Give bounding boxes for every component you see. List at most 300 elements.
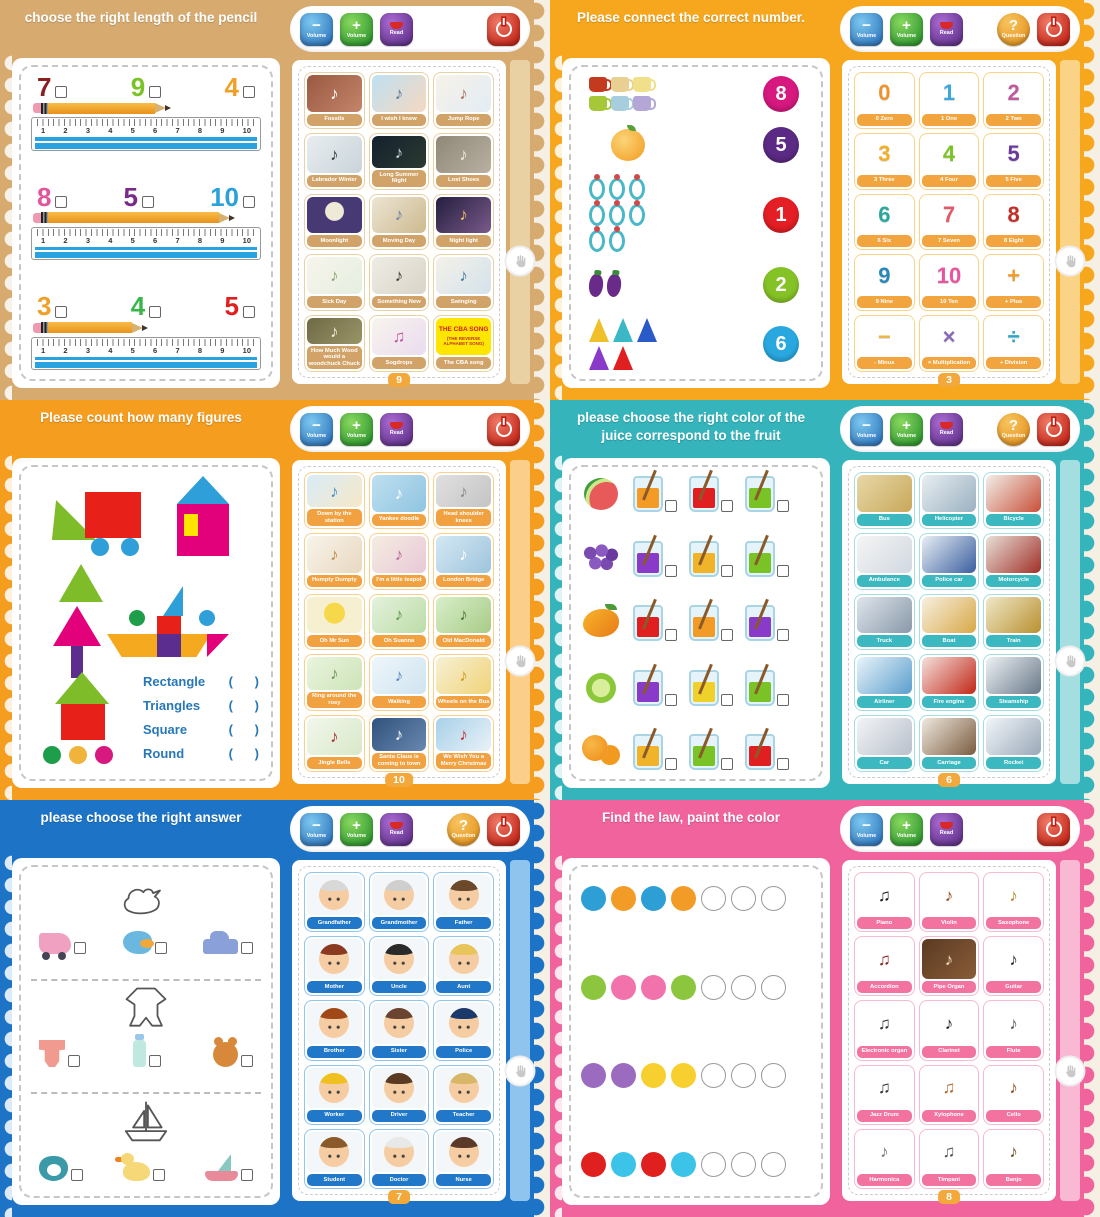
answer-checkbox[interactable]	[155, 942, 167, 954]
grid-card-flute[interactable]	[983, 1000, 1044, 1060]
grid-card-long-summer-night[interactable]	[369, 133, 430, 190]
grid-card-guitar[interactable]	[983, 936, 1044, 996]
number-choice[interactable]	[224, 72, 255, 102]
touch-hand-icon[interactable]	[1055, 1056, 1086, 1087]
figure-word-line	[143, 722, 259, 737]
volume-up-button-label: Volume	[896, 833, 917, 840]
volume-up-button[interactable]	[890, 13, 923, 46]
answer-checkbox[interactable]	[74, 942, 86, 954]
music-note-icon: ♫	[877, 949, 891, 969]
answer-checkbox[interactable]	[721, 758, 733, 770]
panel-right-answer	[0, 800, 550, 1217]
touch-hand-icon[interactable]	[1055, 245, 1086, 276]
pattern-dot-filled[interactable]	[611, 1063, 636, 1088]
grid-card-violin[interactable]	[919, 872, 980, 932]
grid-card-1-one[interactable]	[919, 72, 980, 129]
ruler-stripe	[35, 137, 257, 141]
pattern-dot-empty[interactable]	[731, 1152, 756, 1177]
volume-down-button[interactable]	[300, 413, 333, 446]
grid-card-swinging[interactable]	[433, 254, 494, 311]
grid-card-ambulance[interactable]	[854, 533, 915, 590]
answer-checkbox[interactable]	[149, 1055, 161, 1067]
mug-icon	[611, 77, 629, 92]
old-macdonald-image	[436, 597, 491, 634]
grid-card-4-four[interactable]	[919, 133, 980, 190]
grid-card-7-seven[interactable]	[919, 194, 980, 251]
card-label: Sick Day	[307, 296, 362, 308]
volume-down-button[interactable]	[300, 13, 333, 46]
pattern-dot-filled[interactable]	[641, 1152, 666, 1177]
answer-checkbox[interactable]	[665, 565, 677, 577]
grid-card-6-six[interactable]	[854, 194, 915, 251]
number-choice[interactable]	[210, 181, 255, 212]
grid-card-train[interactable]	[983, 594, 1044, 651]
grid-card-head-shoulder-knees[interactable]	[433, 472, 494, 529]
boat-stern-triangle	[207, 634, 229, 657]
pattern-dot-filled[interactable]	[581, 886, 606, 911]
answer-checkbox[interactable]	[665, 758, 677, 770]
grid-card-pipe-organ[interactable]	[919, 936, 980, 996]
plus-image	[986, 257, 1041, 294]
grid-card-0-zero[interactable]	[854, 72, 915, 129]
juice-option[interactable]	[689, 605, 733, 641]
bird-option[interactable]	[123, 931, 167, 954]
power-icon	[1046, 821, 1062, 837]
person-avatar	[319, 944, 349, 974]
grid-card-old-macdonald[interactable]	[433, 594, 494, 651]
pattern-dot-filled[interactable]	[581, 1152, 606, 1177]
juice-option[interactable]	[633, 670, 677, 706]
target-number-circle[interactable]: 1	[763, 197, 799, 233]
grid-card-timpani[interactable]	[919, 1129, 980, 1189]
card-label: 10 Ten	[922, 296, 977, 308]
juice-option[interactable]	[633, 541, 677, 577]
read-button[interactable]	[380, 813, 413, 846]
volume-up-button[interactable]	[340, 413, 373, 446]
read-button[interactable]	[930, 13, 963, 46]
mug-icon	[633, 77, 651, 92]
card-label: Police	[436, 1046, 491, 1058]
grid-card-multiplication[interactable]	[919, 315, 980, 372]
pattern-dot-empty[interactable]	[761, 1063, 786, 1088]
grid-card-electronic-organ[interactable]	[854, 1000, 915, 1060]
answer-checkbox[interactable]	[241, 1169, 253, 1181]
grid-card-doctor[interactable]	[369, 1129, 430, 1189]
card-label: Banjo	[986, 1174, 1041, 1186]
grid-card-3-three[interactable]	[854, 133, 915, 190]
card-label: Long Summer Night	[372, 170, 427, 186]
pattern-dot-filled[interactable]	[641, 975, 666, 1000]
power-button[interactable]	[1037, 813, 1070, 846]
pattern-dot-empty[interactable]	[701, 1152, 726, 1177]
volume-down-button[interactable]	[300, 813, 333, 846]
music-note-icon: ♪	[459, 83, 468, 103]
card-label: Steamship	[986, 696, 1041, 708]
grid-card-father[interactable]	[433, 872, 494, 932]
grid-card-brother[interactable]	[304, 1000, 365, 1060]
answer-checkbox[interactable]	[721, 629, 733, 641]
volume-up-button[interactable]	[340, 813, 373, 846]
night-light-image	[436, 197, 491, 234]
read-button[interactable]	[380, 413, 413, 446]
party-hat-icon	[613, 346, 633, 370]
grid-card-we-wish-you-a-merry-christmas[interactable]	[433, 715, 494, 772]
pattern-dot-empty[interactable]	[761, 975, 786, 1000]
figure-word: Square	[143, 722, 188, 737]
boat-circle-blue	[199, 610, 215, 626]
answer-checkbox[interactable]	[55, 86, 67, 98]
grid-card-student[interactable]	[304, 1129, 365, 1189]
person-avatar	[449, 880, 479, 910]
grid-card-jazz-drum[interactable]	[854, 1065, 915, 1125]
answer-checkbox[interactable]	[243, 86, 255, 98]
grid-card-cello[interactable]	[983, 1065, 1044, 1125]
pattern-dot-filled[interactable]	[611, 886, 636, 911]
scalloped-edge-left	[550, 52, 562, 400]
target-number-circle[interactable]: 8	[763, 76, 799, 112]
answer-checkbox[interactable]	[777, 500, 789, 512]
grid-card-yankee-doodle[interactable]	[369, 472, 430, 529]
doctor-image	[372, 1132, 427, 1172]
card-label: Car	[857, 757, 912, 769]
grid-card-5-five[interactable]	[983, 133, 1044, 190]
figure-word: Round	[143, 746, 185, 761]
power-button[interactable]	[487, 13, 520, 46]
grid-card-fire-engine[interactable]	[919, 654, 980, 711]
boat-cabin-rect	[157, 616, 181, 634]
grid-card-walking[interactable]	[369, 654, 430, 711]
grid-card-sick-day[interactable]	[304, 254, 365, 311]
onesie-option[interactable]	[39, 1040, 80, 1067]
card-label: Driver	[372, 1110, 427, 1122]
grid-card-i-wish-i-knew[interactable]	[369, 72, 430, 129]
grandmother-image	[372, 875, 427, 915]
grid-card-bus[interactable]	[854, 472, 915, 529]
pattern-dot-empty[interactable]	[761, 1152, 786, 1177]
juice-color-activity	[581, 476, 811, 770]
card-label: Violin	[922, 917, 977, 929]
pattern-dot-empty[interactable]	[701, 975, 726, 1000]
grid-card-banjo[interactable]	[983, 1129, 1044, 1189]
juice-option[interactable]	[745, 670, 789, 706]
juice-option[interactable]	[633, 734, 677, 770]
grid-card-sogdrops[interactable]	[369, 315, 430, 372]
grid-card-teacher[interactable]	[433, 1065, 494, 1125]
grid-card-london-bridge[interactable]	[433, 533, 494, 590]
pencil-eraser	[33, 323, 41, 333]
grid-card-rocket[interactable]	[983, 715, 1044, 772]
juice-option[interactable]	[745, 541, 789, 577]
answer-checkbox[interactable]	[777, 694, 789, 706]
grid-card-2-two[interactable]	[983, 72, 1044, 129]
grid-card-boat[interactable]	[919, 594, 980, 651]
answer-checkbox[interactable]	[665, 629, 677, 641]
grid-card-how-much-wood-would-a-woodchuck-chuck[interactable]	[304, 315, 365, 372]
grid-card-plus[interactable]	[983, 254, 1044, 311]
answer-parentheses[interactable]: ( )	[228, 746, 259, 761]
number-choice[interactable]	[37, 291, 67, 322]
answer-checkbox[interactable]	[149, 306, 161, 318]
number-choice[interactable]	[130, 291, 161, 322]
answer-checkbox[interactable]	[241, 942, 253, 954]
police-car-image	[922, 536, 977, 573]
grid-card-uncle[interactable]	[369, 936, 430, 996]
answer-checkbox[interactable]	[243, 196, 255, 208]
bib-icon	[39, 1156, 68, 1181]
rattle-icon	[609, 204, 625, 226]
grid-card-nurse[interactable]	[433, 1129, 494, 1189]
pattern-dot-filled[interactable]	[641, 1063, 666, 1088]
number-choice[interactable]	[224, 291, 255, 322]
ruler-number: 10	[242, 235, 251, 245]
pattern-dot-empty[interactable]	[761, 886, 786, 911]
target-number-circle[interactable]: 5	[763, 127, 799, 163]
answer-parentheses[interactable]: ( )	[228, 722, 259, 737]
grid-card-oh-suanna[interactable]	[369, 594, 430, 651]
grid-card-minus[interactable]	[854, 315, 915, 372]
answer-checkbox[interactable]	[241, 1055, 253, 1067]
answer-checkbox[interactable]	[149, 86, 161, 98]
sailboat-option[interactable]	[205, 1154, 253, 1181]
card-label: - Minus	[857, 357, 912, 369]
music-note-icon: ♪	[394, 666, 404, 686]
juice-jar-icon	[689, 476, 719, 512]
pipe-organ-image	[922, 939, 977, 979]
grid-card-airliner[interactable]	[854, 654, 915, 711]
number-choice[interactable]	[37, 181, 67, 212]
grid-card-moonlight[interactable]	[304, 194, 365, 251]
grid-card-10-ten[interactable]	[919, 254, 980, 311]
answer-checkbox[interactable]	[721, 500, 733, 512]
pattern-dot-filled[interactable]	[641, 886, 666, 911]
number-character: 5	[1007, 141, 1020, 167]
toolbar	[840, 806, 1080, 852]
toolbar	[290, 406, 530, 452]
grid-card-police-car[interactable]	[919, 533, 980, 590]
volume-up-button[interactable]	[890, 413, 923, 446]
grid-card-jump-rope[interactable]	[433, 72, 494, 129]
card-label: 1 One	[922, 114, 977, 126]
power-icon	[496, 421, 512, 437]
pattern-dot-empty[interactable]	[731, 886, 756, 911]
grid-card-steamship[interactable]	[983, 654, 1044, 711]
read-button[interactable]	[380, 13, 413, 46]
touch-hand-icon[interactable]	[505, 245, 536, 276]
grid-card-labrador-winter[interactable]	[304, 133, 365, 190]
number-choice[interactable]	[123, 181, 154, 212]
answer-checkbox[interactable]	[55, 306, 67, 318]
grid-card-sister[interactable]	[369, 1000, 430, 1060]
grid-card-carriage[interactable]	[919, 715, 980, 772]
grid-card-oh-mr-sun[interactable]	[304, 594, 365, 651]
question-button[interactable]	[447, 813, 480, 846]
read-button[interactable]	[930, 813, 963, 846]
grid-card-the-cba-song[interactable]	[433, 315, 494, 372]
grid-card-grandmother[interactable]	[369, 872, 430, 932]
grid-card-bicycle[interactable]	[983, 472, 1044, 529]
juice-option[interactable]	[745, 476, 789, 512]
pram-option[interactable]	[39, 933, 86, 954]
answer-checkbox[interactable]	[777, 629, 789, 641]
the-cba-song-image	[436, 318, 491, 355]
small-house-body	[61, 704, 105, 740]
duck-option[interactable]	[123, 1153, 165, 1181]
grid-card-something-new[interactable]	[369, 254, 430, 311]
card-label: 8 Eight	[986, 235, 1041, 247]
grid-card-9-nine[interactable]	[854, 254, 915, 311]
pattern-dot-filled[interactable]	[581, 1063, 606, 1088]
power-button[interactable]	[1037, 13, 1070, 46]
grid-card-worker[interactable]	[304, 1065, 365, 1125]
bear-option[interactable]	[213, 1042, 253, 1067]
0-zero-image	[857, 75, 912, 112]
scalloped-edge-right	[1084, 400, 1100, 800]
ruler-number: 5	[130, 126, 135, 136]
pattern-dot-empty[interactable]	[701, 1063, 726, 1088]
number-choice[interactable]	[37, 72, 67, 102]
answer-checkbox[interactable]	[68, 1055, 80, 1067]
answer-checkbox[interactable]	[243, 306, 255, 318]
grid-card-saxophone[interactable]	[983, 872, 1044, 932]
ruler-number: 10	[242, 345, 251, 355]
juice-option[interactable]	[745, 605, 789, 641]
juice-option[interactable]	[689, 734, 733, 770]
number-choice[interactable]	[130, 72, 161, 102]
pencil-illustration	[33, 322, 148, 334]
grid-card-humpty-dumpty[interactable]	[304, 533, 365, 590]
grid-card-police[interactable]	[433, 1000, 494, 1060]
power-button[interactable]	[1037, 413, 1070, 446]
grid-card-down-by-the-station[interactable]	[304, 472, 365, 529]
target-number-circle[interactable]: 6	[763, 326, 799, 362]
pattern-dot-empty[interactable]	[731, 1063, 756, 1088]
person-avatar	[384, 1137, 414, 1167]
question-button[interactable]	[997, 13, 1030, 46]
ruler-stripe	[35, 357, 257, 361]
answer-checkbox[interactable]	[71, 1169, 83, 1181]
answer-checkbox[interactable]	[665, 500, 677, 512]
pattern-dot-filled[interactable]	[671, 975, 696, 1000]
juice-option[interactable]	[689, 541, 733, 577]
juice-option[interactable]	[689, 476, 733, 512]
grid-card-8-eight[interactable]	[983, 194, 1044, 251]
pattern-dot-filled[interactable]	[581, 975, 606, 1000]
ruler-stripe	[35, 143, 257, 149]
pattern-dot-filled[interactable]	[671, 1063, 696, 1088]
grid-card-ring-around-the-rosy[interactable]	[304, 654, 365, 711]
bib-option[interactable]	[39, 1156, 83, 1181]
carriage-image	[922, 718, 977, 755]
number-character: 1	[942, 80, 956, 106]
truck-wheel	[121, 538, 139, 556]
card-label: Ambulance	[857, 575, 912, 587]
volume-down-button[interactable]	[850, 413, 883, 446]
grid-card-clarinet[interactable]	[919, 1000, 980, 1060]
card-label: 6 Six	[857, 235, 912, 247]
pattern-dot-empty[interactable]	[701, 886, 726, 911]
answer-parentheses[interactable]: ( )	[228, 674, 259, 689]
answer-checkbox[interactable]	[665, 694, 677, 706]
juice-jar-icon	[745, 605, 775, 641]
sound-grid-page	[292, 60, 506, 384]
answer-checkbox[interactable]	[55, 196, 67, 208]
card-label: 7 Seven	[922, 235, 977, 247]
grid-card-jingle-bells[interactable]	[304, 715, 365, 772]
pattern-dot-filled[interactable]	[671, 1152, 696, 1177]
grid-card-division[interactable]	[983, 315, 1044, 372]
touch-hand-icon[interactable]	[505, 645, 536, 676]
volume-up-button[interactable]	[890, 813, 923, 846]
answer-checkbox[interactable]	[721, 565, 733, 577]
answer-checkbox[interactable]	[142, 196, 154, 208]
card-label: Airliner	[857, 696, 912, 708]
power-button[interactable]	[487, 413, 520, 446]
toolbar	[290, 806, 530, 852]
pattern-dot-filled[interactable]	[611, 975, 636, 1000]
grid-card-moving-day[interactable]	[369, 194, 430, 251]
grid-card-i-m-a-little-teapot[interactable]	[369, 533, 430, 590]
grid-card-truck[interactable]	[854, 594, 915, 651]
grid-card-accordion[interactable]	[854, 936, 915, 996]
volume-up-button[interactable]	[340, 13, 373, 46]
answer-checkbox[interactable]	[153, 1169, 165, 1181]
grid-card-santa-claus-is-coming-to-town[interactable]	[369, 715, 430, 772]
power-button[interactable]	[487, 813, 520, 846]
grid-card-piano[interactable]	[854, 872, 915, 932]
juice-option[interactable]	[745, 734, 789, 770]
truck-image	[857, 597, 912, 634]
grid-card-motorcycle[interactable]	[983, 533, 1044, 590]
grid-card-aunt[interactable]	[433, 936, 494, 996]
grid-card-night-light[interactable]	[433, 194, 494, 251]
volume-down-button[interactable]	[850, 13, 883, 46]
read-button[interactable]	[930, 413, 963, 446]
music-note-icon: ♪	[459, 605, 468, 625]
person-avatar	[319, 880, 349, 910]
juice-option[interactable]	[633, 476, 677, 512]
volume-down-button[interactable]	[850, 813, 883, 846]
touch-hand-icon[interactable]	[505, 1056, 536, 1087]
juice-option[interactable]	[633, 605, 677, 641]
grid-card-harmonica[interactable]	[854, 1129, 915, 1189]
answer-parentheses[interactable]: ( )	[228, 698, 259, 713]
grid-card-fossils[interactable]	[304, 72, 365, 129]
grid-card-mother[interactable]	[304, 936, 365, 996]
grid-card-grandfather[interactable]	[304, 872, 365, 932]
pattern-dot-filled[interactable]	[611, 1152, 636, 1177]
juice-option[interactable]	[689, 670, 733, 706]
pattern-dot-filled[interactable]	[671, 886, 696, 911]
question-button[interactable]	[997, 413, 1030, 446]
answer-checkbox[interactable]	[777, 565, 789, 577]
target-number-circle[interactable]: 2	[763, 267, 799, 303]
grid-card-xylophone[interactable]	[919, 1065, 980, 1125]
figure-word-line	[143, 746, 259, 761]
grid-card-helicopter[interactable]	[919, 472, 980, 529]
answer-checkbox[interactable]	[777, 758, 789, 770]
pattern-dot-empty[interactable]	[731, 975, 756, 1000]
car-option[interactable]	[203, 939, 253, 954]
grid-card-driver[interactable]	[369, 1065, 430, 1125]
touch-hand-icon[interactable]	[1055, 645, 1086, 676]
grid-card-lost-shoes[interactable]	[433, 133, 494, 190]
grid-card-car[interactable]	[854, 715, 915, 772]
grid-card-wheels-on-the-bus[interactable]	[433, 654, 494, 711]
bottle-option[interactable]	[133, 1040, 161, 1067]
answer-checkbox[interactable]	[721, 694, 733, 706]
card-label: Xylophone	[922, 1110, 977, 1122]
small-house-roof	[55, 672, 109, 704]
